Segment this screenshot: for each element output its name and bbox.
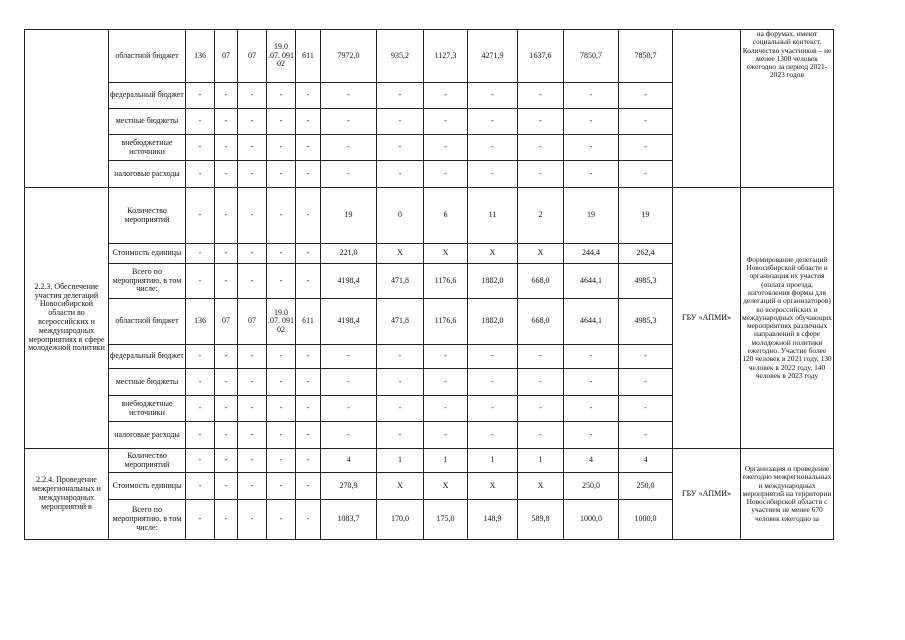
value-cell: 4271,9 (468, 30, 518, 83)
kbk-grbs-cell: - (186, 244, 215, 264)
row-label: налоговые расходы (109, 161, 186, 188)
kbk-rz-cell: - (215, 500, 238, 540)
kbk-grbs-cell: - (186, 109, 215, 135)
executor-cell: ГБУ «АПМИ» (673, 188, 741, 449)
kbk-vr-cell: - (296, 83, 321, 109)
row-label: внебюджетные источники (109, 396, 186, 422)
value-cell: - (518, 396, 564, 422)
value-cell: 471,8 (377, 264, 424, 299)
kbk-pr-cell: - (238, 449, 267, 473)
value-cell: - (564, 109, 619, 135)
value-cell: - (564, 161, 619, 188)
value-cell: - (468, 345, 518, 369)
kbk-vr-cell: - (296, 473, 321, 500)
value-cell: 589,8 (518, 500, 564, 540)
value-cell: 19 (619, 188, 673, 244)
kbk-vr-cell: - (296, 396, 321, 422)
kbk-vr-cell: - (296, 369, 321, 396)
value-cell: - (518, 109, 564, 135)
kbk-rz-cell: 07 (215, 30, 238, 83)
value-cell: 1176,6 (424, 264, 468, 299)
value-cell: - (377, 135, 424, 161)
value-cell: 1637,6 (518, 30, 564, 83)
value-cell: 1 (518, 449, 564, 473)
kbk-pr-cell: - (238, 83, 267, 109)
value-cell: 250,0 (564, 473, 619, 500)
value-cell: 1 (468, 449, 518, 473)
value-cell: X (468, 244, 518, 264)
value-cell: 1882,0 (468, 299, 518, 345)
value-cell: 148,9 (468, 500, 518, 540)
table-row (25, 449, 834, 473)
kbk-rz-cell: - (215, 422, 238, 449)
kbk-grbs-cell: - (186, 422, 215, 449)
value-cell: 6 (424, 188, 468, 244)
kbk-csr-cell: - (267, 135, 296, 161)
kbk-vr-cell: 611 (296, 299, 321, 345)
value-cell: - (564, 83, 619, 109)
value-cell: - (468, 135, 518, 161)
kbk-csr-cell: - (267, 188, 296, 244)
kbk-pr-cell: - (238, 345, 267, 369)
value-cell: - (619, 345, 673, 369)
value-cell: - (619, 369, 673, 396)
kbk-csr-cell: - (267, 83, 296, 109)
value-cell: 262,4 (619, 244, 673, 264)
kbk-vr-cell: - (296, 135, 321, 161)
value-cell: 4985,3 (619, 264, 673, 299)
value-cell: - (424, 83, 468, 109)
value-cell: - (619, 109, 673, 135)
kbk-csr-cell: - (267, 396, 296, 422)
value-cell: - (321, 135, 377, 161)
row-label: местные бюджеты (109, 109, 186, 135)
activity-title: 2.2.4. Проведение межрегиональных и международных мероприятий в (25, 449, 109, 540)
value-cell: - (619, 396, 673, 422)
expected-result-cell: Организация и проведение ежегодно межрегиональных и международных мероприятий на территории Новосибирской области с участием не менее 670 человек ежегодно за (741, 449, 834, 540)
value-cell: - (424, 396, 468, 422)
value-cell: 11 (468, 188, 518, 244)
kbk-grbs-cell: 136 (186, 299, 215, 345)
kbk-grbs-cell: - (186, 369, 215, 396)
value-cell: - (564, 422, 619, 449)
kbk-pr-cell: - (238, 188, 267, 244)
value-cell: - (518, 369, 564, 396)
kbk-csr-cell: - (267, 264, 296, 299)
value-cell: 1127,3 (424, 30, 468, 83)
value-cell: - (619, 83, 673, 109)
kbk-grbs-cell: - (186, 188, 215, 244)
row-label: Всего по мероприятию, в том числе: (109, 264, 186, 299)
kbk-vr-cell: 611 (296, 30, 321, 83)
value-cell: - (321, 109, 377, 135)
kbk-pr-cell: - (238, 396, 267, 422)
value-cell: - (564, 396, 619, 422)
value-cell: - (321, 345, 377, 369)
executor-cell: ГБУ «АПМИ» (673, 449, 741, 540)
kbk-grbs-cell: - (186, 135, 215, 161)
value-cell: 270,9 (321, 473, 377, 500)
value-cell: - (619, 422, 673, 449)
value-cell: - (468, 83, 518, 109)
value-cell: 221,0 (321, 244, 377, 264)
kbk-pr-cell: 07 (238, 299, 267, 345)
kbk-rz-cell: - (215, 264, 238, 299)
row-label: федеральный бюджет (109, 345, 186, 369)
value-cell: - (321, 396, 377, 422)
value-cell: 4 (619, 449, 673, 473)
value-cell: 1882,0 (468, 264, 518, 299)
value-cell: - (518, 83, 564, 109)
row-label: налоговые расходы (109, 422, 186, 449)
kbk-rz-cell: - (215, 244, 238, 264)
value-cell: 244,4 (564, 244, 619, 264)
value-cell: - (424, 422, 468, 449)
kbk-pr-cell: - (238, 244, 267, 264)
kbk-vr-cell: - (296, 422, 321, 449)
kbk-grbs-cell: - (186, 345, 215, 369)
kbk-vr-cell: - (296, 264, 321, 299)
value-cell: - (468, 161, 518, 188)
value-cell: 1 (377, 449, 424, 473)
value-cell: - (321, 161, 377, 188)
value-cell: - (468, 422, 518, 449)
kbk-grbs-cell: - (186, 473, 215, 500)
kbk-csr-cell: 19.0 .07. 091 02 (267, 30, 296, 83)
executor-cell (673, 30, 741, 188)
value-cell: - (468, 369, 518, 396)
value-cell: 170,0 (377, 500, 424, 540)
kbk-grbs-cell: - (186, 83, 215, 109)
value-cell: - (321, 422, 377, 449)
kbk-csr-cell: - (267, 473, 296, 500)
value-cell: 250,0 (619, 473, 673, 500)
value-cell: - (518, 161, 564, 188)
value-cell: - (377, 369, 424, 396)
row-label: внебюджетные источники (109, 135, 186, 161)
kbk-grbs-cell: 136 (186, 30, 215, 83)
activity-title (25, 30, 109, 188)
value-cell: 7972,0 (321, 30, 377, 83)
kbk-csr-cell: - (267, 422, 296, 449)
kbk-vr-cell: - (296, 449, 321, 473)
value-cell: 0 (377, 188, 424, 244)
value-cell: - (377, 396, 424, 422)
value-cell: - (377, 109, 424, 135)
table-row (25, 30, 834, 83)
kbk-rz-cell: 07 (215, 299, 238, 345)
value-cell: 7850,7 (564, 30, 619, 83)
activity-title: 2.2.3. Обеспечение участия делегаций Новосибирской области во всероссийских и международных мероприятиях в сфере молодежной политики (25, 188, 109, 449)
row-label: Количество мероприятий (109, 449, 186, 473)
kbk-rz-cell: - (215, 473, 238, 500)
row-label: Количество мероприятий (109, 188, 186, 244)
kbk-pr-cell: - (238, 369, 267, 396)
value-cell: 471,8 (377, 299, 424, 345)
kbk-pr-cell: - (238, 135, 267, 161)
row-label: Стоимость единицы (109, 244, 186, 264)
value-cell: X (468, 473, 518, 500)
value-cell: - (518, 345, 564, 369)
value-cell: X (518, 473, 564, 500)
value-cell: X (377, 473, 424, 500)
value-cell: 19 (564, 188, 619, 244)
kbk-vr-cell: - (296, 109, 321, 135)
kbk-rz-cell: - (215, 396, 238, 422)
value-cell: - (619, 135, 673, 161)
kbk-pr-cell: - (238, 500, 267, 540)
value-cell: - (468, 109, 518, 135)
value-cell: 4198,4 (321, 264, 377, 299)
value-cell: 4985,3 (619, 299, 673, 345)
value-cell: 4198,4 (321, 299, 377, 345)
kbk-pr-cell: 07 (238, 30, 267, 83)
kbk-grbs-cell: - (186, 396, 215, 422)
kbk-csr-cell: - (267, 500, 296, 540)
value-cell: 1 (424, 449, 468, 473)
value-cell: - (424, 345, 468, 369)
kbk-rz-cell: - (215, 135, 238, 161)
value-cell: - (518, 135, 564, 161)
kbk-grbs-cell: - (186, 161, 215, 188)
kbk-rz-cell: - (215, 449, 238, 473)
value-cell: - (564, 135, 619, 161)
kbk-pr-cell: - (238, 264, 267, 299)
value-cell: 668,0 (518, 299, 564, 345)
kbk-csr-cell: - (267, 244, 296, 264)
row-label: федеральный бюджет (109, 83, 186, 109)
value-cell: - (619, 161, 673, 188)
value-cell: - (377, 161, 424, 188)
kbk-pr-cell: - (238, 473, 267, 500)
kbk-csr-cell: - (267, 161, 296, 188)
value-cell: 4 (564, 449, 619, 473)
value-cell: - (564, 345, 619, 369)
row-label: местные бюджеты (109, 369, 186, 396)
kbk-grbs-cell: - (186, 449, 215, 473)
value-cell: 2 (518, 188, 564, 244)
kbk-rz-cell: - (215, 188, 238, 244)
value-cell: - (424, 135, 468, 161)
program-activities-table (24, 29, 834, 540)
value-cell: - (377, 83, 424, 109)
kbk-rz-cell: - (215, 83, 238, 109)
value-cell: - (564, 369, 619, 396)
kbk-pr-cell: - (238, 161, 267, 188)
kbk-rz-cell: - (215, 161, 238, 188)
kbk-vr-cell: - (296, 188, 321, 244)
kbk-csr-cell: - (267, 109, 296, 135)
value-cell: - (424, 369, 468, 396)
kbk-csr-cell: 19.0 .07. 091 02 (267, 299, 296, 345)
value-cell: - (468, 396, 518, 422)
value-cell: 1000,0 (564, 500, 619, 540)
value-cell: 668,0 (518, 264, 564, 299)
kbk-rz-cell: - (215, 109, 238, 135)
expected-result-cell: на форумах, имеют социальный контекст. Количество участников – не менее 1300 человек ежегодно за период 2021-2023 годов (741, 30, 834, 188)
value-cell: - (518, 422, 564, 449)
value-cell: X (518, 244, 564, 264)
kbk-csr-cell: - (267, 449, 296, 473)
kbk-pr-cell: - (238, 422, 267, 449)
table-row (25, 188, 834, 244)
kbk-pr-cell: - (238, 109, 267, 135)
expected-result-cell: Формирование делегаций Новосибирской области и организация их участия (оплата проезда, изготовления формы для делегаций и организаторов) во всероссийских и международных обучающих мероприятиях различных направлений в сфере молодежной политики ежегодно. Участие более 120 человек в 2021 году, 130 человек в 2022 году, 140 человек в 2023 году (741, 188, 834, 449)
value-cell: 1176,6 (424, 299, 468, 345)
value-cell: 4644,1 (564, 264, 619, 299)
kbk-csr-cell: - (267, 369, 296, 396)
value-cell: X (424, 473, 468, 500)
value-cell: - (377, 422, 424, 449)
row-label: областной бюджет (109, 299, 186, 345)
value-cell: - (424, 109, 468, 135)
value-cell: - (321, 369, 377, 396)
kbk-vr-cell: - (296, 345, 321, 369)
kbk-vr-cell: - (296, 161, 321, 188)
kbk-vr-cell: - (296, 244, 321, 264)
kbk-grbs-cell: - (186, 264, 215, 299)
value-cell: - (424, 161, 468, 188)
value-cell: X (377, 244, 424, 264)
value-cell: 175,0 (424, 500, 468, 540)
kbk-rz-cell: - (215, 369, 238, 396)
value-cell: X (424, 244, 468, 264)
value-cell: 7850,7 (619, 30, 673, 83)
value-cell: 1083,7 (321, 500, 377, 540)
row-label: Всего по мероприятию, в том числе: (109, 500, 186, 540)
value-cell: 19 (321, 188, 377, 244)
value-cell: 935,2 (377, 30, 424, 83)
value-cell: 4 (321, 449, 377, 473)
kbk-grbs-cell: - (186, 500, 215, 540)
kbk-vr-cell: - (296, 500, 321, 540)
value-cell: - (321, 83, 377, 109)
row-label: областной бюджет (109, 30, 186, 83)
value-cell: 4644,1 (564, 299, 619, 345)
kbk-rz-cell: - (215, 345, 238, 369)
kbk-csr-cell: - (267, 345, 296, 369)
row-label: Стоимость единицы (109, 473, 186, 500)
value-cell: - (377, 345, 424, 369)
value-cell: 1000,0 (619, 500, 673, 540)
